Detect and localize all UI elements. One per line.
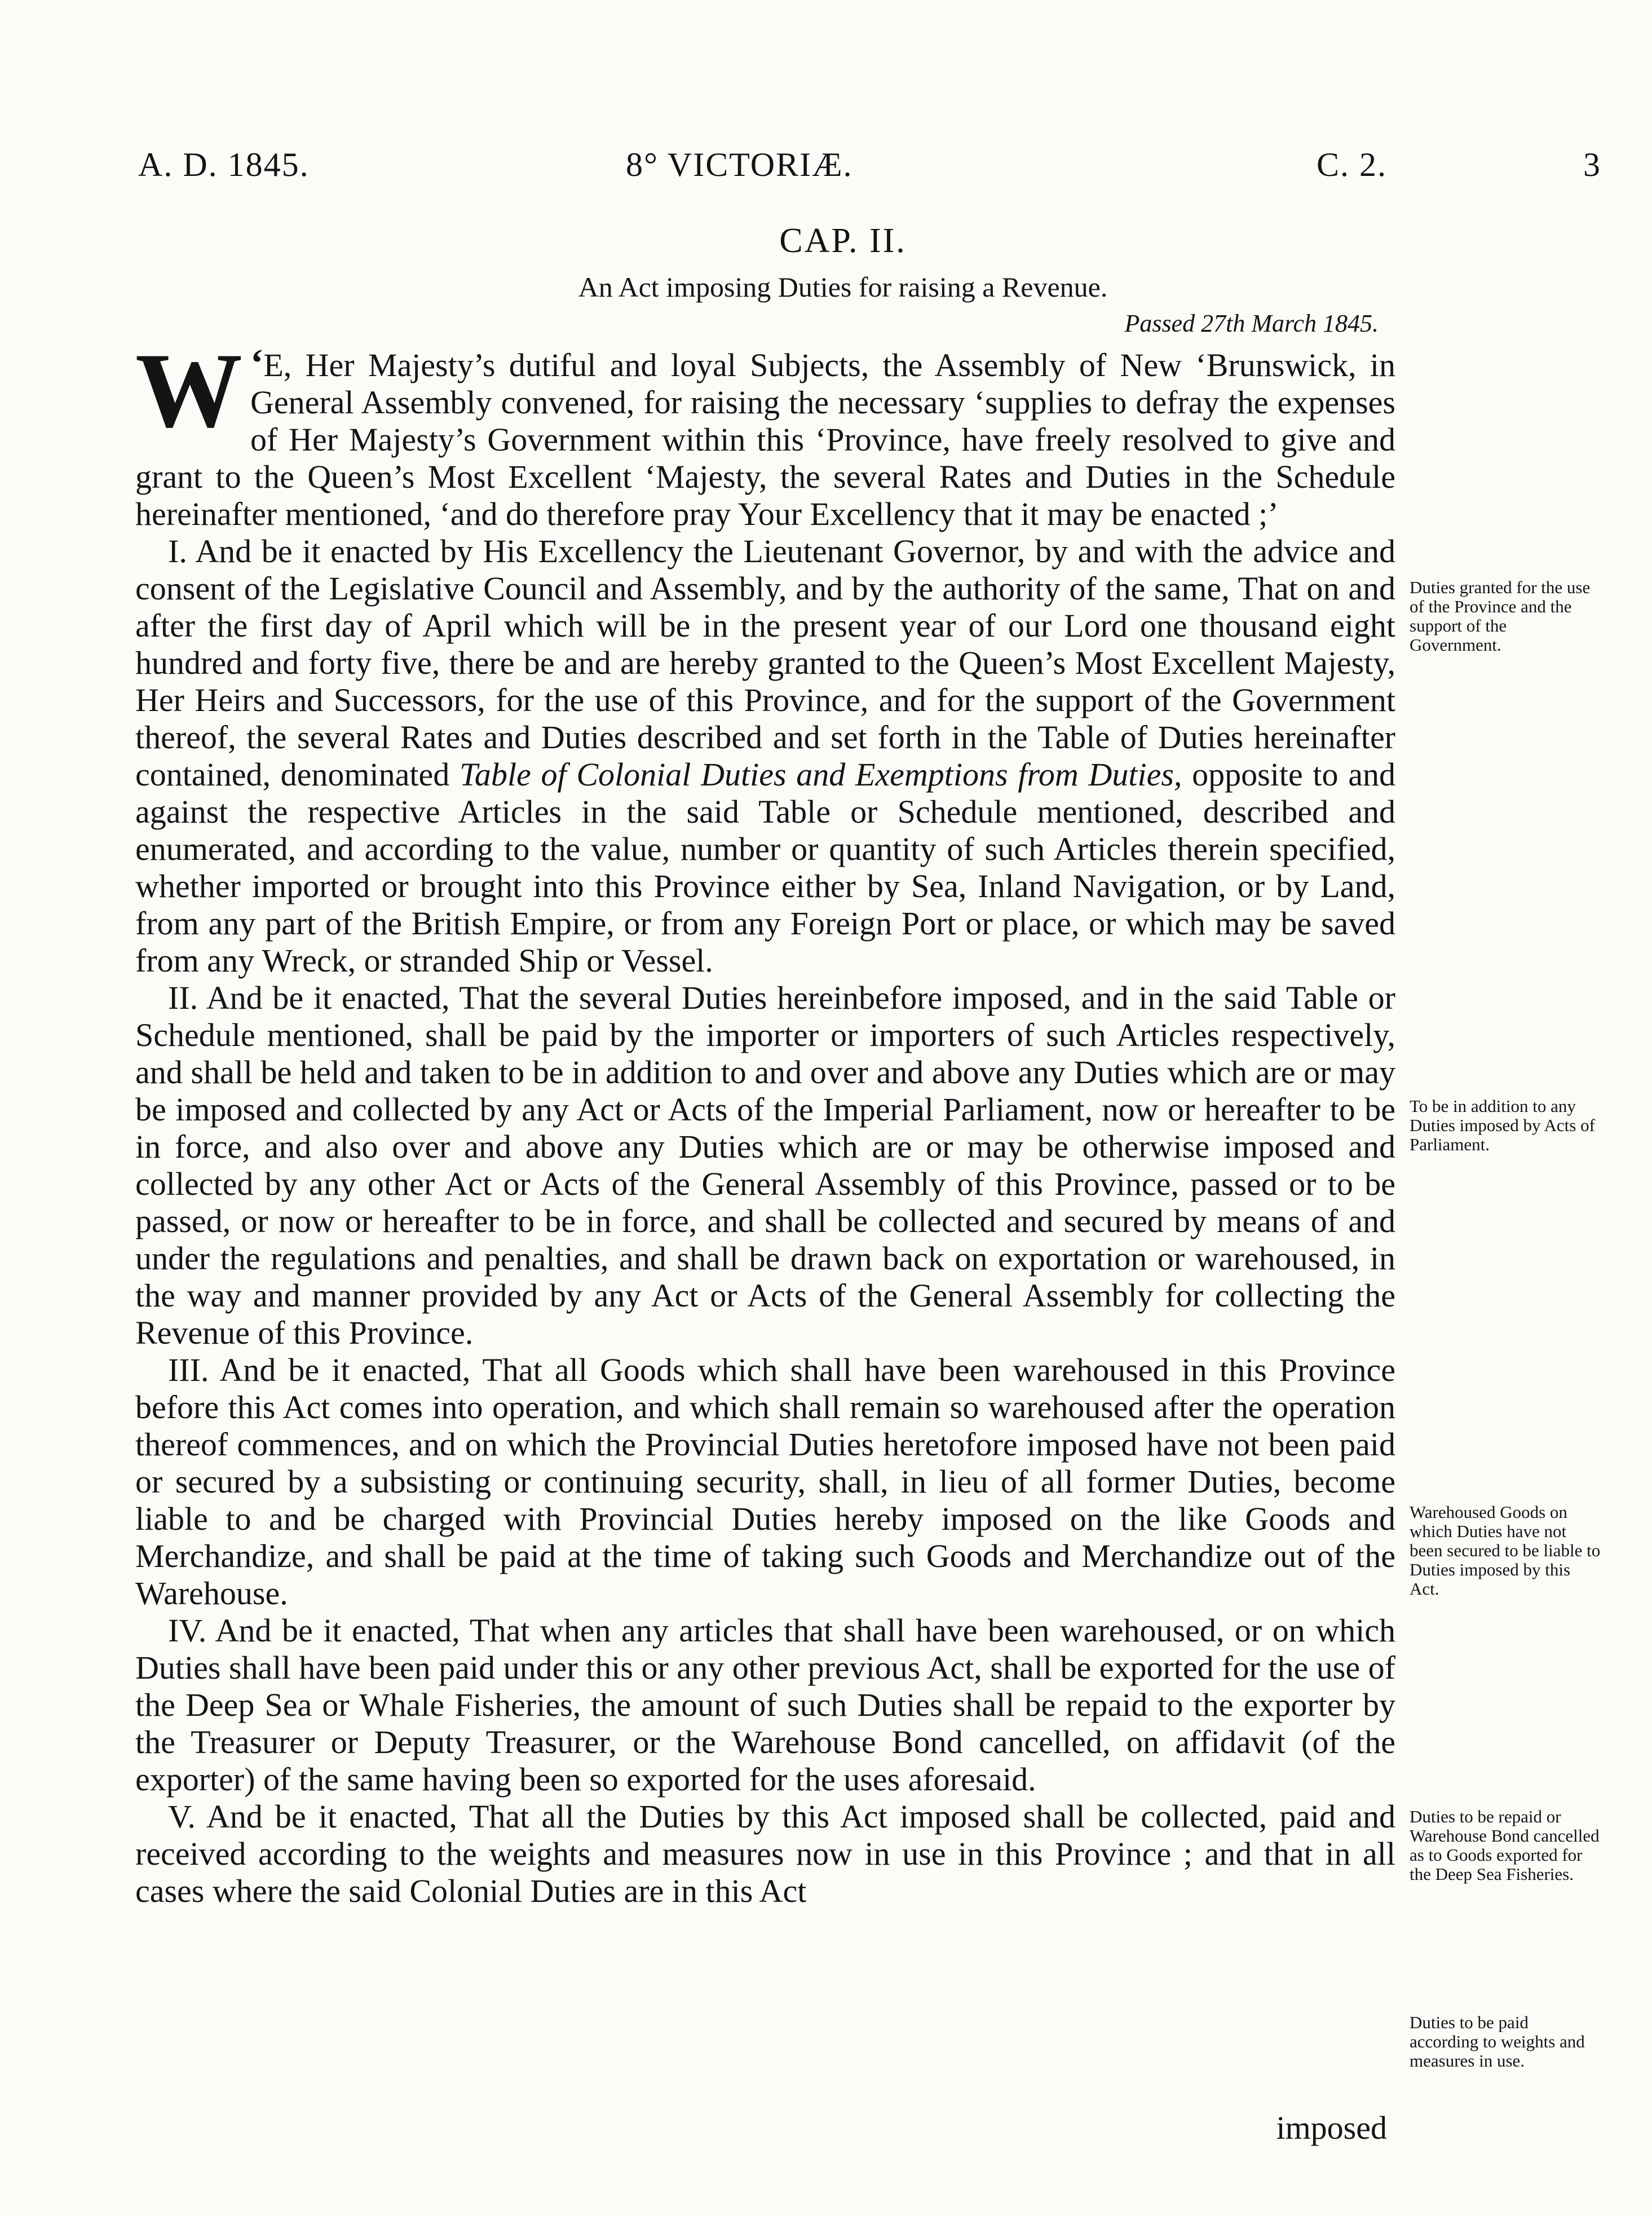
chapter-title: CAP. II. — [779, 222, 907, 260]
act-body — [135, 332, 1396, 1910]
page-number: 3 — [1583, 146, 1601, 183]
catchword: imposed — [1276, 2109, 1387, 2146]
margin-note-section-1: Duties granted for the use of the Province and the support of the Government. — [1410, 577, 1591, 655]
act-title: An Act imposing Duties for raising a Revenue. — [578, 271, 1108, 303]
preamble-text: E, Her Majesty’s dutiful and loyal Subjects, the Assembly of New ‘Brunswick, in General Assembly convened, for raising the necessary ‘supplies to defray the expenses of Her Majesty’s Government within this ‘Province, have freely resolved to give and grant to the Queen’s Most Excellent ‘Majesty, the several Rates and Duties in the Schedule hereinafter mentioned, ‘and do therefore pray Your Excellency that it may be enacted ;’ — [135, 347, 1395, 532]
section-2: II. And be it enacted, That the several Duties hereinbefore imposed, and in the said Table or Schedule mentioned, shall be paid by the importer or importers of such Articles respectively, and shall be held and taken to be in addition to and over and above any Duties which are or may be imposed and collected by any Act or Acts of the Imperial Parliament, now or hereafter to be in force, and also over and above any Duties which are or may be otherwise imposed and collected by any other Act or Acts of the General Assembly of this Province, passed or to be passed, or now or hereafter to be in force, and shall be collected and secured by means of and under the regulations and penalties, and shall be drawn back on exportation or warehoused, in the way and manner provided by any Act or Acts of the General Assembly for collecting the Revenue of this Province. — [135, 979, 1395, 1351]
margin-note-section-3: Warehoused Goods on which Duties have not been secured to be liable to Duties imposed by this Act. — [1410, 1502, 1601, 1599]
preamble-open-quote: ‘ — [250, 342, 264, 385]
header-year: A. D. 1845. — [138, 146, 310, 183]
margin-note-section-4: Duties to be repaid or Warehouse Bond cancelled as to Goods exported for the Deep Sea Fisheries. — [1410, 1807, 1600, 1884]
section-1-text-a: I. And be it enacted by His Excellency the Lieutenant Governor, by and with the advice and consent of the Legislative Council and Assembly, and by the authority of the same, That on and after the first day of April which will be in the present year of our Lord one thousand eight hundred and forty five, there be and are hereby granted to the Queen’s Most Excellent Majesty, Her Heirs and Successors, for the use of this Province, and for the support of the Government thereof, the several Rates and Duties described and set forth in the Table of Duties hereinafter contained, denominated — [135, 533, 1395, 793]
section-4: IV. And be it enacted, That when any articles that shall have been warehoused, or on which Duties shall have been paid under this or any other previous Act, shall be exported for the use of the Deep Sea or Whale Fisheries, the amount of such Duties shall be repaid to the exporter by the Treasurer or Deputy Treasurer, or the Warehouse Bond cancelled, on affidavit (of the exporter) of the same having been so exported for the uses aforesaid. — [135, 1612, 1395, 1798]
header-chapter: C. 2. — [1317, 146, 1388, 183]
margin-note-section-2: To be in addition to any Duties imposed by Acts of Parliament. — [1410, 1096, 1595, 1154]
section-1-table-name: Table of Colonial Duties and Exemptions from Duties, — [460, 756, 1182, 793]
header-reign: 8° VICTORIÆ. — [626, 146, 853, 183]
margin-note-section-5: Duties to be paid according to weights and measures in use. — [1410, 2012, 1585, 2071]
preamble — [135, 332, 1395, 533]
section-1 — [135, 533, 1395, 979]
section-3: III. And be it enacted, That all Goods which shall have been warehoused in this Province before this Act comes into operation, and which shall remain so warehoused after the operation thereof commences, and on which the Provincial Duties heretofore imposed have not been paid or secured by a subsisting or continuing security, shall, in lieu of all former Duties, become liable to and be charged with Provincial Duties hereby imposed on the like Goods and Merchandize, and shall be paid at the time of taking such Goods and Merchandize out of the Warehouse. — [135, 1352, 1395, 1612]
drop-cap: W — [135, 332, 242, 450]
section-5: V. And be it enacted, That all the Duties by this Act imposed shall be collected, paid and received according to the weights and measures now in use in this Province ; and that in all cases where the said Colonial Duties are in this Act — [135, 1798, 1395, 1909]
passed-date: Passed 27th March 1845. — [1124, 310, 1379, 337]
section-1-text-b: opposite to and against the respective Articles in the said Table or Schedule mentioned, described and enumerated, and according to the value, number or quantity of such Articles therein specified, whether imported or brought into this Province either by Sea, Inland Navigation, or by Land, from any part of the British Empire, or from any Foreign Port or place, or which may be saved from any Wreck, or stranded Ship or Vessel. — [135, 756, 1396, 979]
